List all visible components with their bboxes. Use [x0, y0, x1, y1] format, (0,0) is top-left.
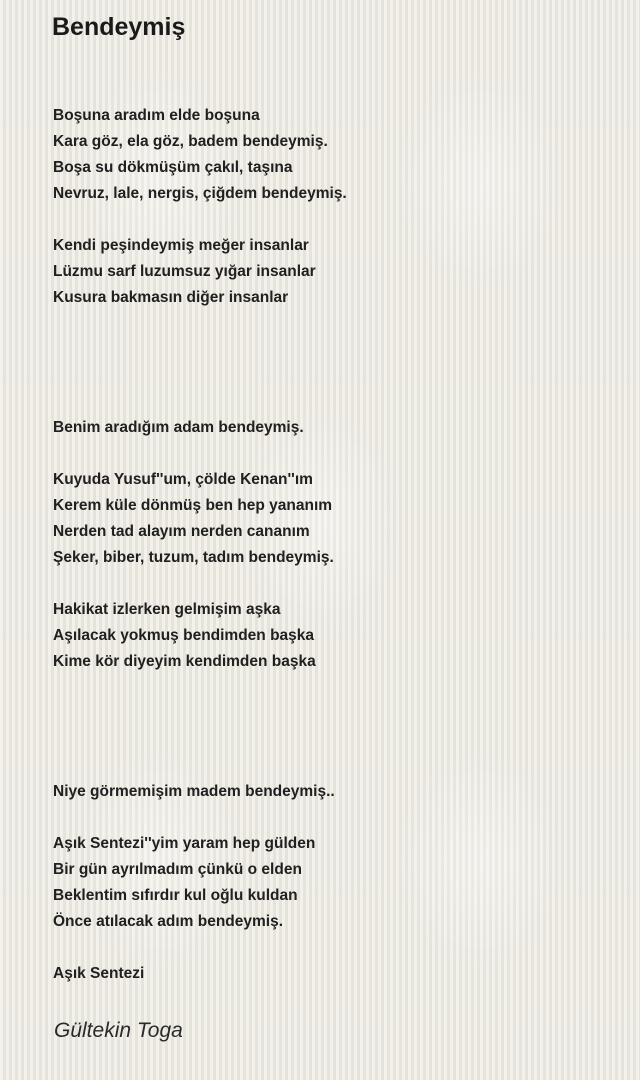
poem-line: Kendi peşindeymiş meğer insanlar	[53, 237, 309, 254]
poem-line: Kerem küle dönmüş ben hep yananım	[53, 497, 333, 514]
poem-line: Kuyuda Yusuf''um, çölde Kenan''ım	[53, 471, 313, 488]
blank-line	[53, 363, 613, 389]
poem-line: Aşık Sentezi	[53, 965, 145, 982]
blank-line	[53, 675, 613, 701]
blank-line	[53, 389, 613, 415]
poem-line: Hakikat izlerken gelmişim aşka	[53, 601, 281, 618]
poem-line: Nerden tad alayım nerden cananım	[53, 523, 310, 540]
blank-line	[53, 935, 613, 961]
blank-line	[53, 207, 613, 233]
blank-line	[53, 311, 613, 337]
poem-line: Benim aradığım adam bendeymiş.	[53, 419, 304, 436]
blank-line	[53, 441, 613, 467]
poem-title: Bendeymiş	[52, 13, 186, 41]
blank-line	[53, 571, 613, 597]
blank-line	[53, 701, 613, 727]
poem-author: Gültekin Toga	[54, 1019, 183, 1042]
poem-line: Önce atılacak adım bendeymiş.	[53, 913, 284, 930]
poem-body	[53, 103, 613, 987]
poem-line: Beklentim sıfırdır kul oğlu kuldan	[53, 887, 298, 904]
poem-line: Kusura bakmasın diğer insanlar	[53, 289, 289, 306]
poem-line: Aşık Sentezi''yim yaram hep gülden	[53, 835, 316, 852]
poem-line: Boşa su dökmüşüm çakıl, taşına	[53, 159, 293, 176]
poem-line: Boşuna aradım elde boşuna	[53, 107, 260, 124]
poem-line: Şeker, biber, tuzum, tadım bendeymiş.	[53, 549, 334, 566]
poem-line: Kara göz, ela göz, badem bendeymiş.	[53, 133, 328, 150]
blank-line	[53, 337, 613, 363]
poem-line: Aşılacak yokmuş bendimden başka	[53, 627, 315, 644]
blank-line	[53, 727, 613, 753]
poem-line: Lüzmu sarf luzumsuz yığar insanlar	[53, 263, 316, 280]
poem-line: Bir gün ayrılmadım çünkü o elden	[53, 861, 302, 878]
poem-line: Nevruz, lale, nergis, çiğdem bendeymiş.	[53, 185, 347, 202]
poem-line: Niye görmemişim madem bendeymiş..	[53, 783, 335, 800]
blank-line	[53, 753, 613, 779]
blank-line	[53, 805, 613, 831]
poem-line: Kime kör diyeyim kendimden başka	[53, 653, 316, 670]
